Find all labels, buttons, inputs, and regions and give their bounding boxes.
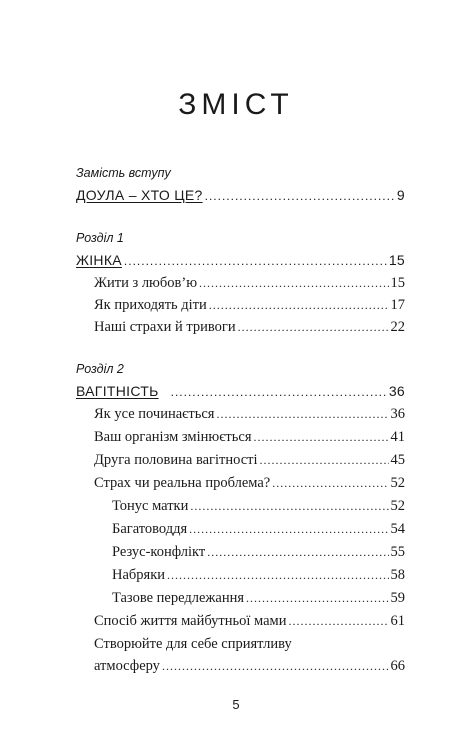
leader-dots <box>207 543 388 561</box>
toc-entry-page: 66 <box>390 658 405 674</box>
toc-entry-page: 22 <box>390 319 405 335</box>
toc-entry[interactable] <box>94 318 405 336</box>
toc-entry[interactable] <box>94 474 405 492</box>
toc-entry-intro[interactable] <box>76 186 405 205</box>
toc-entry-title: Друга половина вагітності <box>94 452 258 468</box>
leader-dots <box>254 428 389 446</box>
leader-dots <box>238 318 389 336</box>
toc-entry[interactable] <box>94 296 405 314</box>
leader-dots <box>205 187 395 205</box>
toc-entry-title-line2: атмосферу <box>94 658 160 674</box>
toc-subentry[interactable] <box>112 589 405 607</box>
toc-entry-title-line1[interactable]: Створюйте для себе сприятливу <box>94 636 292 652</box>
toc-entry-page: 59 <box>390 590 405 606</box>
leader-dots <box>124 252 387 270</box>
toc-entry-page: 36 <box>388 383 405 399</box>
toc-entry-page: 52 <box>390 475 405 491</box>
toc-entry-title: Як приходять діти <box>94 297 207 313</box>
leader-dots <box>162 657 389 675</box>
toc-entry-page: 15 <box>388 252 405 268</box>
toc-entry-page: 17 <box>390 297 405 313</box>
toc-entry-title: Спосіб життя майбутньої мами <box>94 613 287 629</box>
toc-entry-chapter2[interactable] <box>76 382 405 401</box>
toc-entry-chapter1[interactable] <box>76 251 405 270</box>
leader-dots <box>190 497 388 515</box>
toc-subentry[interactable] <box>112 497 405 515</box>
toc-entry[interactable] <box>94 451 405 469</box>
toc-entry-page: 61 <box>390 613 405 629</box>
toc-entry[interactable] <box>94 657 405 675</box>
leader-dots <box>246 589 388 607</box>
leader-dots <box>288 612 388 630</box>
toc-entry-title: Набряки <box>112 567 166 583</box>
toc-entry-title: ДОУЛА – ХТО ЦЕ? <box>76 187 203 203</box>
toc-entry[interactable] <box>94 612 405 630</box>
toc-entry-page: 45 <box>390 452 405 468</box>
toc-entry-title: Жити з любов’ю <box>94 275 198 291</box>
leader-dots <box>209 296 389 314</box>
toc-entry-title: Наші страхи й тривоги <box>94 319 236 335</box>
leader-dots <box>216 405 388 423</box>
toc-entry-page: 54 <box>390 521 405 537</box>
contents-title: ЗМІСТ <box>178 88 294 121</box>
toc-entry-title: Багатоводдя <box>112 521 188 537</box>
intro-label: Замість вступу <box>76 166 171 180</box>
toc-entry[interactable] <box>94 428 405 446</box>
leader-dots <box>171 383 387 401</box>
leader-dots <box>260 451 389 469</box>
toc-entry[interactable] <box>94 405 405 423</box>
toc-subentry[interactable] <box>112 566 405 584</box>
toc-entry-title: Тазове передлежання <box>112 590 245 606</box>
toc-entry-page: 55 <box>390 544 405 560</box>
chapter1-label: Розділ 1 <box>76 231 124 245</box>
toc-entry-page: 36 <box>390 406 405 422</box>
toc-entry-page: 15 <box>390 275 405 291</box>
leader-dots <box>272 474 388 492</box>
chapter2-label: Розділ 2 <box>76 362 124 376</box>
leader-dots <box>167 566 388 584</box>
toc-entry-page: 52 <box>390 498 405 514</box>
leader-dots <box>199 274 388 292</box>
toc-entry-title: Тонус матки <box>112 498 189 514</box>
toc-entry-page: 9 <box>396 187 405 203</box>
toc-entry-title: Ваш організм змінюється <box>94 429 252 445</box>
toc-subentry[interactable] <box>112 520 405 538</box>
toc-entry-title: ЖІНКА <box>76 252 122 268</box>
toc-entry-title: Страх чи реальна проблема? <box>94 475 271 491</box>
toc-entry-title: Резус-конфлікт <box>112 544 206 560</box>
toc-entry-page: 58 <box>390 567 405 583</box>
page-number: 5 <box>232 697 240 712</box>
toc-subentry[interactable] <box>112 543 405 561</box>
toc-entry-title: ВАГІТНІСТЬ <box>76 383 159 399</box>
leader-dots <box>189 520 388 538</box>
toc-entry-page: 41 <box>390 429 405 445</box>
toc-entry[interactable] <box>94 274 405 292</box>
toc-entry-title: Як усе починається <box>94 406 215 422</box>
